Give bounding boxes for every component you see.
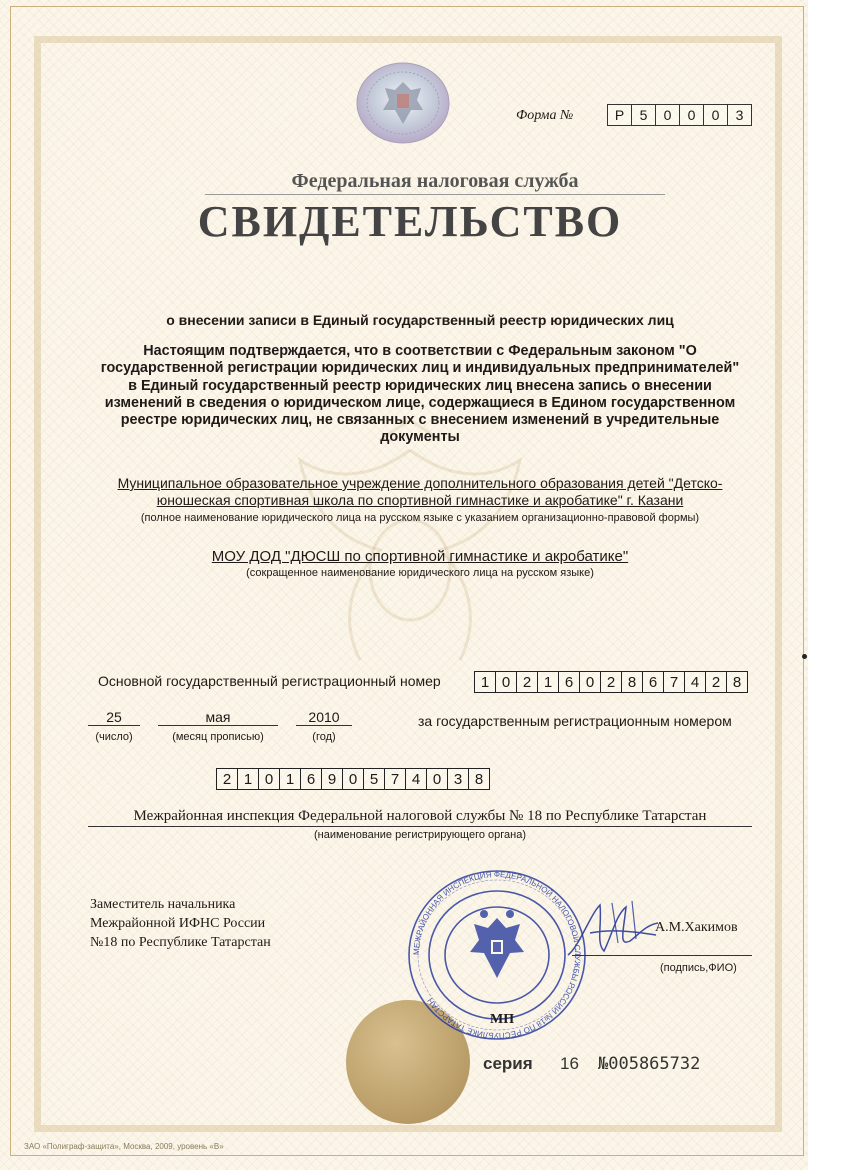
service-underline [205,194,665,195]
registration-digit: 0 [342,768,364,790]
confirmation-line: в Единый государственный реестр юридических лиц внесена запись о внесении [128,377,712,394]
ogrn-digit: 6 [558,671,580,693]
stamp-text: МЕЖРАЙОННАЯ ИНСПЕКЦИЯ ФЕДЕРАЛЬНОЙ НАЛОГОВОЙ СЛУЖБЫ РОССИИ №18 ПО РЕСПУБЛИКЕ ТАТАРСТАН [411,869,583,1041]
hologram-emblem-icon [355,60,451,146]
certificate-subtitle: о внесении записи в Единый государственный реестр юридических лиц [166,312,674,328]
date-year: 2010 [296,709,352,726]
form-number-cell: 0 [703,104,728,126]
ogrn-digit: 4 [684,671,706,693]
ogrn-digit: 6 [642,671,664,693]
issuing-service: Федеральная налоговая служба [291,170,579,192]
registration-number [217,768,490,790]
signature-hint: (подпись,ФИО) [660,962,737,974]
ogrn-digit: 7 [663,671,685,693]
registration-digit: 1 [279,768,301,790]
signatory-name: А.М.Хакимов [655,920,738,935]
series-number: 16 [560,1054,579,1073]
organization-full-name-line: юношеская спортивная школа по спортивной гимнастике и акробатике" г. Казани [156,492,684,508]
signatory-position-line: Межрайонной ИФНС России [90,916,266,931]
series-label: серия [483,1054,533,1073]
registration-digit: 7 [384,768,406,790]
ogrn-number [475,671,748,693]
ogrn-digit: 8 [621,671,643,693]
form-number-cells [608,104,752,126]
confirmation-line: Настоящим подтверждается, что в соответствии с Федеральным законом "О [143,343,697,359]
organization-short-name: МОУ ДОД "ДЮСШ по спортивной гимнастике и акробатике" [211,548,629,565]
organization-full-name [90,475,750,509]
signature-line [572,955,752,956]
ogrn-digit: 0 [495,671,517,693]
registration-digit: 6 [300,768,322,790]
short-name-hint: (сокращенное наименование юридического лица на русском языке) [246,567,594,579]
organization-full-name-line: Муниципальное образовательное учреждение дополнительного образования детей "Детско- [117,475,723,491]
authority-hint: (наименование регистрирующего органа) [313,829,526,841]
registration-digit: 0 [426,768,448,790]
registration-digit: 5 [363,768,385,790]
confirmation-line: документы [380,429,460,446]
ogrn-digit: 8 [726,671,748,693]
stamp-place-label: МП [490,1012,515,1027]
registration-digit: 1 [237,768,259,790]
ogrn-digit: 1 [474,671,496,693]
form-number-label: Форма № [516,108,574,123]
signatory-position-line: №18 по Республике Татарстан [90,935,271,950]
registration-digit: 2 [216,768,238,790]
form-number-cell: 0 [655,104,680,126]
ogrn-digit: 2 [705,671,727,693]
ogrn-label: Основной государственный регистрационный номер [98,673,441,689]
serial-number: №005865732 [598,1054,701,1074]
confirmation-line: реестре юридических лиц, не связанных с внесением изменений в учредительные [120,412,720,429]
form-number-cell: 3 [727,104,752,126]
registration-digit: 8 [468,768,490,790]
date-month-hint: (месяц прописью) [172,731,264,743]
form-number-cell: 5 [631,104,656,126]
registration-digit: 0 [258,768,280,790]
signatory-position-line: Заместитель начальника [90,897,236,912]
date-day-hint: (число) [95,731,133,743]
registration-digit: 4 [405,768,427,790]
margin-dot [802,654,807,659]
ogrn-digit: 2 [516,671,538,693]
registration-digit: 3 [447,768,469,790]
confirmation-line: изменений в сведения о юридическом лице, содержащиеся в Едином государственном [104,394,736,411]
ogrn-digit: 2 [600,671,622,693]
date-day: 25 [88,709,140,726]
confirmation-text [90,343,750,447]
form-number-cell: 0 [679,104,704,126]
ogrn-digit: 0 [579,671,601,693]
ogrn-digit: 1 [537,671,559,693]
certificate-title: СВИДЕТЕЛЬСТВО [197,197,623,246]
date-year-hint: (год) [312,731,336,743]
date-month: мая [158,709,278,726]
registration-digit: 9 [321,768,343,790]
full-name-hint: (полное наименование юридического лица на русском языке с указанием организационно-правовой формы) [140,512,700,524]
printer-imprint: ЗАО «Полиграф-защита», Москва, 2009, уровень «В» [24,1142,224,1151]
form-number-cell: Р [607,104,632,126]
confirmation-line: государственной регистрации юридических лиц и индивидуальных предпринимателей" [100,360,740,377]
registration-number-label: за государственным регистрационным номером [418,713,732,729]
signatory-position [90,895,271,952]
scan-edge [808,0,850,1170]
registering-authority: Межрайонная инспекция Федеральной налоговой службы № 18 по Республике Татарстан [88,808,752,827]
